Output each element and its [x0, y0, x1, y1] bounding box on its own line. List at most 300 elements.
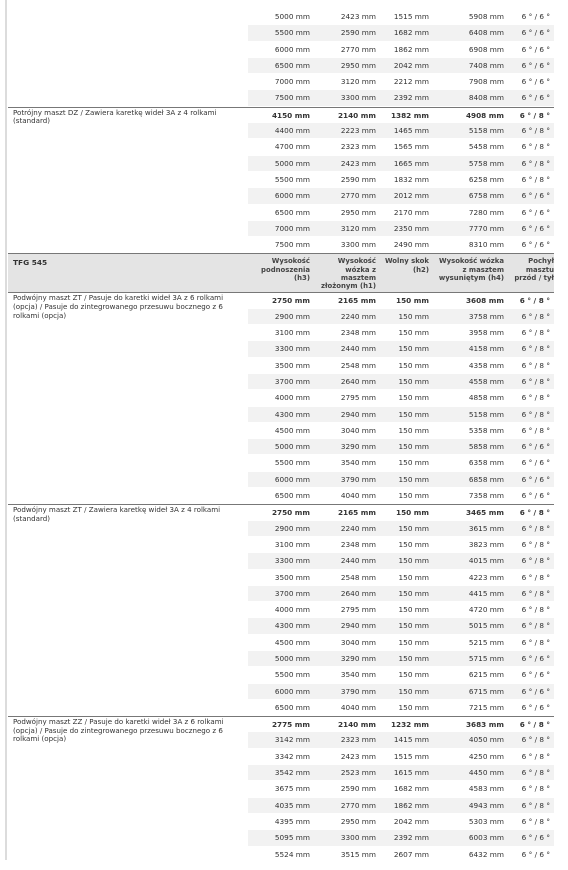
free-lift-cell: 1382 mm: [390, 110, 429, 120]
extended-height-cell: 4450 mm: [468, 768, 504, 778]
free-lift-cell: 150 mm: [398, 539, 429, 549]
mast-group: [8, 292, 554, 504]
table-row: [8, 847, 554, 863]
closed-height-cell: 2950 mm: [340, 60, 376, 70]
table-row: [8, 237, 554, 253]
lift-height-cell: 2750 mm: [271, 508, 310, 518]
mast-tilt-cell: 6 ° / 8 °: [521, 425, 550, 435]
table-row: [8, 700, 554, 716]
mast-tilt-cell: 6 ° / 6 °: [521, 442, 550, 452]
extended-height-cell: 7908 mm: [468, 77, 504, 87]
mast-tilt-cell: 6 ° / 8 °: [521, 621, 550, 631]
free-lift-cell: 2042 mm: [393, 816, 429, 826]
extended-height-cell: 6908 mm: [468, 44, 504, 54]
label-column: [8, 58, 248, 73]
lift-height-cell: 5500 mm: [274, 174, 310, 184]
free-lift-cell: 1665 mm: [393, 158, 429, 168]
mast-tilt-cell: 6 ° / 8 °: [519, 508, 550, 518]
table-row: [8, 618, 554, 634]
label-column: [8, 684, 248, 699]
table-row: [8, 58, 554, 74]
column-header: Wolny skok (h2): [384, 257, 429, 274]
label-column: [8, 358, 248, 373]
label-column: [8, 439, 248, 454]
extended-height-cell: 4158 mm: [468, 344, 504, 354]
closed-height-cell: 3040 mm: [340, 637, 376, 647]
mast-tilt-cell: 6 ° / 8 °: [521, 409, 550, 419]
lift-height-cell: 4035 mm: [274, 800, 310, 810]
lift-height-cell: 3542 mm: [274, 768, 310, 778]
label-column: [8, 472, 248, 487]
closed-height-cell: 3540 mm: [340, 458, 376, 468]
mast-tilt-cell: 6 ° / 8 °: [521, 637, 550, 647]
mast-tilt-cell: 6 ° / 8 °: [521, 344, 550, 354]
table-row: [8, 423, 554, 439]
mast-tilt-cell: 6 ° / 6 °: [521, 28, 550, 38]
extended-height-cell: 5303 mm: [468, 816, 504, 826]
label-column: [8, 700, 248, 715]
extended-height-cell: 4358 mm: [468, 360, 504, 370]
mast-tilt-cell: 6 ° / 6 °: [521, 240, 550, 250]
label-column: [8, 586, 248, 601]
extended-height-cell: 3823 mm: [468, 539, 504, 549]
free-lift-cell: 2212 mm: [393, 77, 429, 87]
extended-height-cell: 4050 mm: [468, 735, 504, 745]
lift-height-cell: 3342 mm: [274, 751, 310, 761]
lift-height-cell: 2775 mm: [271, 720, 310, 730]
table-row: [8, 472, 554, 488]
label-column: [8, 749, 248, 764]
mast-tilt-cell: 6 ° / 8 °: [521, 126, 550, 136]
free-lift-cell: 150 mm: [398, 702, 429, 712]
label-column: [8, 488, 248, 503]
closed-height-cell: 3120 mm: [340, 77, 376, 87]
extended-height-cell: 3758 mm: [468, 311, 504, 321]
free-lift-cell: 150 mm: [398, 670, 429, 680]
mast-tilt-cell: 6 ° / 8 °: [521, 360, 550, 370]
free-lift-cell: 150 mm: [398, 686, 429, 696]
left-border: [5, 0, 7, 860]
mast-tilt-cell: 6 ° / 8 °: [521, 800, 550, 810]
mast-tilt-cell: 6 ° / 8 °: [521, 393, 550, 403]
mast-tilt-cell: 6 ° / 6 °: [521, 686, 550, 696]
lift-height-cell: 3300 mm: [274, 556, 310, 566]
free-lift-cell: 2490 mm: [393, 240, 429, 250]
free-lift-cell: 150 mm: [398, 523, 429, 533]
free-lift-cell: 150 mm: [398, 605, 429, 615]
column-header: Wysokość wózka z masztem wysuniętym (h4): [438, 257, 504, 282]
lift-height-cell: 5000 mm: [274, 158, 310, 168]
label-column: [8, 156, 248, 171]
free-lift-cell: 1682 mm: [393, 28, 429, 38]
extended-height-cell: 8408 mm: [468, 93, 504, 103]
table-row: [8, 42, 554, 58]
free-lift-cell: 1232 mm: [390, 720, 429, 730]
closed-height-cell: 3290 mm: [340, 442, 376, 452]
extended-height-cell: 7358 mm: [468, 491, 504, 501]
label-column: [8, 221, 248, 236]
lift-height-cell: 6000 mm: [274, 191, 310, 201]
closed-height-cell: 2590 mm: [340, 784, 376, 794]
free-lift-cell: 150 mm: [398, 621, 429, 631]
label-column: [8, 537, 248, 552]
label-column: [8, 188, 248, 203]
label-column: [8, 25, 248, 40]
label-column: [8, 42, 248, 57]
label-column: [8, 602, 248, 617]
mast-tilt-cell: 6 ° / 8 °: [521, 816, 550, 826]
extended-height-cell: 4558 mm: [468, 376, 504, 386]
label-column: [8, 635, 248, 650]
table-row: [8, 635, 554, 651]
mast-tilt-cell: 6 ° / 6 °: [521, 44, 550, 54]
lift-height-cell: 7500 mm: [274, 93, 310, 103]
lift-height-cell: 4395 mm: [274, 816, 310, 826]
lift-height-cell: 6500 mm: [274, 702, 310, 712]
mast-tilt-cell: 6 ° / 8 °: [521, 751, 550, 761]
free-lift-cell: 150 mm: [398, 328, 429, 338]
table-row: [8, 781, 554, 797]
mast-tilt-cell: 6 ° / 8 °: [521, 328, 550, 338]
free-lift-cell: 150 mm: [398, 491, 429, 501]
lift-height-cell: 3700 mm: [274, 588, 310, 598]
table-row: [8, 814, 554, 830]
free-lift-cell: 150 mm: [398, 360, 429, 370]
extended-height-cell: 3958 mm: [468, 328, 504, 338]
table-row: [8, 221, 554, 237]
table-row: [8, 172, 554, 188]
lift-height-cell: 3142 mm: [274, 735, 310, 745]
lift-height-cell: 5000 mm: [274, 12, 310, 21]
closed-height-cell: 4040 mm: [340, 491, 376, 501]
mast-tilt-cell: 6 ° / 8 °: [521, 376, 550, 386]
free-lift-cell: 2392 mm: [393, 93, 429, 103]
mast-tilt-cell: 6 ° / 8 °: [521, 174, 550, 184]
mast-group: [8, 716, 554, 863]
extended-height-cell: 3608 mm: [465, 296, 504, 306]
closed-height-cell: 2240 mm: [340, 311, 376, 321]
table-row: [8, 358, 554, 374]
table-row: [8, 205, 554, 221]
closed-height-cell: 2165 mm: [337, 508, 376, 518]
mast-tilt-cell: 6 ° / 8 °: [521, 768, 550, 778]
table-header: [8, 253, 554, 292]
free-lift-cell: 150 mm: [398, 474, 429, 484]
mast-tilt-cell: 6 ° / 6 °: [521, 670, 550, 680]
free-lift-cell: 150 mm: [396, 296, 429, 306]
closed-height-cell: 3540 mm: [340, 670, 376, 680]
mast-type-label: Potrójny maszt DZ / Zawiera karetkę wideł 3A z 4 rolkami (standard): [13, 107, 217, 126]
extended-height-cell: 5158 mm: [468, 409, 504, 419]
table-row: [8, 537, 554, 553]
lift-height-cell: 7000 mm: [274, 223, 310, 233]
lift-height-cell: 6000 mm: [274, 474, 310, 484]
model-title: TFG 545: [13, 258, 48, 268]
label-column: [8, 553, 248, 568]
closed-height-cell: 2140 mm: [337, 720, 376, 730]
closed-height-cell: 2440 mm: [340, 344, 376, 354]
extended-height-cell: 4943 mm: [468, 800, 504, 810]
lift-height-cell: 6000 mm: [274, 686, 310, 696]
closed-height-cell: 2940 mm: [340, 409, 376, 419]
extended-height-cell: 6258 mm: [468, 174, 504, 184]
lift-height-cell: 6500 mm: [274, 491, 310, 501]
free-lift-cell: 150 mm: [398, 637, 429, 647]
extended-height-cell: 6758 mm: [468, 191, 504, 201]
mast-tilt-cell: 6 ° / 6 °: [521, 12, 550, 21]
free-lift-cell: 150 mm: [398, 556, 429, 566]
mast-tilt-cell: 6 ° / 8 °: [521, 158, 550, 168]
mast-tilt-cell: 6 ° / 8 °: [521, 556, 550, 566]
column-header: Wysokość wózka z masztem złożonym (h1): [320, 257, 376, 291]
extended-height-cell: 8310 mm: [468, 240, 504, 250]
table-row: [8, 765, 554, 781]
mast-tilt-cell: 6 ° / 8 °: [519, 296, 550, 306]
table-row: [8, 570, 554, 586]
extended-height-cell: 5358 mm: [468, 425, 504, 435]
closed-height-cell: 3790 mm: [340, 686, 376, 696]
lift-height-cell: 6500 mm: [274, 207, 310, 217]
mast-tilt-cell: 6 ° / 8 °: [521, 539, 550, 549]
label-column: [8, 651, 248, 666]
free-lift-cell: 1615 mm: [393, 768, 429, 778]
label-column: [8, 374, 248, 389]
label-column: [8, 390, 248, 405]
free-lift-cell: 1862 mm: [393, 44, 429, 54]
closed-height-cell: 2140 mm: [337, 110, 376, 120]
lift-height-cell: 4300 mm: [274, 621, 310, 631]
lift-height-cell: 2900 mm: [274, 523, 310, 533]
closed-height-cell: 2770 mm: [340, 44, 376, 54]
closed-height-cell: 2523 mm: [340, 768, 376, 778]
free-lift-cell: 150 mm: [396, 508, 429, 518]
extended-height-cell: 3683 mm: [465, 720, 504, 730]
mast-tilt-cell: 6 ° / 6 °: [521, 458, 550, 468]
label-column: [8, 830, 248, 845]
lift-height-cell: 7500 mm: [274, 240, 310, 250]
mast-tilt-cell: 6 ° / 8 °: [521, 605, 550, 615]
lift-height-cell: 3100 mm: [274, 328, 310, 338]
mast-tilt-cell: 6 ° / 6 °: [521, 223, 550, 233]
closed-height-cell: 2440 mm: [340, 556, 376, 566]
table-row: [8, 90, 554, 106]
table-row: [8, 488, 554, 504]
closed-height-cell: 2795 mm: [340, 393, 376, 403]
table-row: [8, 684, 554, 700]
extended-height-cell: 7280 mm: [468, 207, 504, 217]
mast-tilt-cell: 6 ° / 8 °: [521, 588, 550, 598]
free-lift-cell: 150 mm: [398, 588, 429, 598]
lift-height-cell: 3675 mm: [274, 784, 310, 794]
extended-height-cell: 5715 mm: [468, 653, 504, 663]
closed-height-cell: 2590 mm: [340, 28, 376, 38]
free-lift-cell: 1832 mm: [393, 174, 429, 184]
extended-height-cell: 6358 mm: [468, 458, 504, 468]
label-column: [8, 90, 248, 105]
label-column: [8, 9, 248, 24]
spec-table: [8, 9, 554, 863]
extended-height-cell: 5758 mm: [468, 158, 504, 168]
free-lift-cell: 150 mm: [398, 393, 429, 403]
extended-height-cell: 6858 mm: [468, 474, 504, 484]
closed-height-cell: 2423 mm: [340, 158, 376, 168]
label-column: [8, 570, 248, 585]
table-row: [8, 651, 554, 667]
extended-height-cell: 4908 mm: [465, 110, 504, 120]
free-lift-cell: 2392 mm: [393, 833, 429, 843]
label-column: [8, 765, 248, 780]
closed-height-cell: 3290 mm: [340, 653, 376, 663]
extended-height-cell: 5215 mm: [468, 637, 504, 647]
lift-height-cell: 7000 mm: [274, 77, 310, 87]
closed-height-cell: 2348 mm: [340, 539, 376, 549]
mast-tilt-cell: 6 ° / 6 °: [521, 191, 550, 201]
label-column: [8, 423, 248, 438]
lift-height-cell: 3300 mm: [274, 344, 310, 354]
lift-height-cell: 2750 mm: [271, 296, 310, 306]
extended-height-cell: 5015 mm: [468, 621, 504, 631]
lift-height-cell: 4500 mm: [274, 425, 310, 435]
free-lift-cell: 1862 mm: [393, 800, 429, 810]
lift-height-cell: 6500 mm: [274, 60, 310, 70]
label-column: [8, 798, 248, 813]
label-column: [8, 341, 248, 356]
label-column: [8, 325, 248, 340]
free-lift-cell: 150 mm: [398, 376, 429, 386]
extended-height-cell: 6408 mm: [468, 28, 504, 38]
closed-height-cell: 2795 mm: [340, 605, 376, 615]
extended-height-cell: 4223 mm: [468, 572, 504, 582]
table-row: [8, 374, 554, 390]
table-row: [8, 553, 554, 569]
mast-tilt-cell: 6 ° / 8 °: [519, 110, 550, 120]
closed-height-cell: 2950 mm: [340, 207, 376, 217]
lift-height-cell: 3500 mm: [274, 360, 310, 370]
lift-height-cell: 4000 mm: [274, 605, 310, 615]
free-lift-cell: 150 mm: [398, 425, 429, 435]
lift-height-cell: 3500 mm: [274, 572, 310, 582]
mast-tilt-cell: 6 ° / 6 °: [521, 491, 550, 501]
lift-height-cell: 3700 mm: [274, 376, 310, 386]
closed-height-cell: 2950 mm: [340, 816, 376, 826]
table-row: [8, 439, 554, 455]
free-lift-cell: 150 mm: [398, 344, 429, 354]
column-header: Wysokość podnoszenia (h3): [261, 257, 310, 282]
lift-height-cell: 6000 mm: [274, 44, 310, 54]
closed-height-cell: 2548 mm: [340, 360, 376, 370]
extended-height-cell: 4720 mm: [468, 605, 504, 615]
table-row: [8, 156, 554, 172]
table-row: [8, 407, 554, 423]
lift-height-cell: 4000 mm: [274, 393, 310, 403]
mast-tilt-cell: 6 ° / 6 °: [521, 93, 550, 103]
table-row: [8, 749, 554, 765]
free-lift-cell: 150 mm: [398, 458, 429, 468]
mast-type-label: Podwójny maszt ZT / Pasuje do karetki wideł 3A z 6 rolkami (opcja) / Pasuje do zintegrowanego przesuwu bocznego z 6 rolkami (opcja): [13, 293, 224, 320]
lift-height-cell: 5095 mm: [274, 833, 310, 843]
lift-height-cell: 5000 mm: [274, 653, 310, 663]
table-row: [8, 390, 554, 406]
closed-height-cell: 2165 mm: [337, 296, 376, 306]
label-column: [8, 205, 248, 220]
free-lift-cell: 150 mm: [398, 653, 429, 663]
extended-height-cell: 7408 mm: [468, 60, 504, 70]
mast-tilt-cell: 6 ° / 8 °: [519, 720, 550, 730]
extended-height-cell: 7215 mm: [468, 702, 504, 712]
lift-height-cell: 4500 mm: [274, 637, 310, 647]
extended-height-cell: 5458 mm: [468, 142, 504, 152]
closed-height-cell: 2640 mm: [340, 376, 376, 386]
extended-height-cell: 5908 mm: [468, 12, 504, 21]
lift-height-cell: 5500 mm: [274, 670, 310, 680]
lift-height-cell: 3100 mm: [274, 539, 310, 549]
free-lift-cell: 2350 mm: [393, 223, 429, 233]
table-row: [8, 586, 554, 602]
table-row: [8, 188, 554, 204]
closed-height-cell: 2548 mm: [340, 572, 376, 582]
table-row: [8, 667, 554, 683]
label-column: [8, 455, 248, 470]
free-lift-cell: 2012 mm: [393, 191, 429, 201]
table-row: [8, 9, 554, 25]
label-column: [8, 781, 248, 796]
lift-height-cell: 4150 mm: [271, 110, 310, 120]
label-column: [8, 814, 248, 829]
closed-height-cell: 2640 mm: [340, 588, 376, 598]
table-row: [8, 798, 554, 814]
closed-height-cell: 2770 mm: [340, 800, 376, 810]
label-column: [8, 667, 248, 682]
table-row: [8, 455, 554, 471]
free-lift-cell: 150 mm: [398, 572, 429, 582]
lift-height-cell: 5500 mm: [274, 28, 310, 38]
free-lift-cell: 1682 mm: [393, 784, 429, 794]
mast-tilt-cell: 6 ° / 6 °: [521, 77, 550, 87]
column-header: Pochył masztu przód / tył: [514, 257, 554, 282]
mast-tilt-cell: 6 ° / 8 °: [521, 735, 550, 745]
table-row: [8, 341, 554, 357]
label-column: [8, 407, 248, 422]
free-lift-cell: 150 mm: [398, 311, 429, 321]
mast-tilt-cell: 6 ° / 8 °: [521, 784, 550, 794]
closed-height-cell: 3790 mm: [340, 474, 376, 484]
extended-height-cell: 6715 mm: [468, 686, 504, 696]
closed-height-cell: 3120 mm: [340, 223, 376, 233]
mast-tilt-cell: 6 ° / 6 °: [521, 849, 550, 859]
extended-height-cell: 6215 mm: [468, 670, 504, 680]
closed-height-cell: 3300 mm: [340, 833, 376, 843]
mast-tilt-cell: 6 ° / 8 °: [521, 572, 550, 582]
extended-height-cell: 3615 mm: [468, 523, 504, 533]
free-lift-cell: 1515 mm: [393, 12, 429, 21]
free-lift-cell: 1565 mm: [393, 142, 429, 152]
table-row: [8, 139, 554, 155]
label-column: [8, 847, 248, 862]
free-lift-cell: 2170 mm: [393, 207, 429, 217]
extended-height-cell: 4015 mm: [468, 556, 504, 566]
closed-height-cell: 2423 mm: [340, 751, 376, 761]
free-lift-cell: 1515 mm: [393, 751, 429, 761]
lift-height-cell: 4300 mm: [274, 409, 310, 419]
closed-height-cell: 2348 mm: [340, 328, 376, 338]
closed-height-cell: 2590 mm: [340, 174, 376, 184]
table-row: [8, 25, 554, 41]
lift-height-cell: 5524 mm: [274, 849, 310, 859]
label-column: [8, 172, 248, 187]
extended-height-cell: 5858 mm: [468, 442, 504, 452]
extended-height-cell: 4583 mm: [468, 784, 504, 794]
label-column: [8, 237, 248, 252]
